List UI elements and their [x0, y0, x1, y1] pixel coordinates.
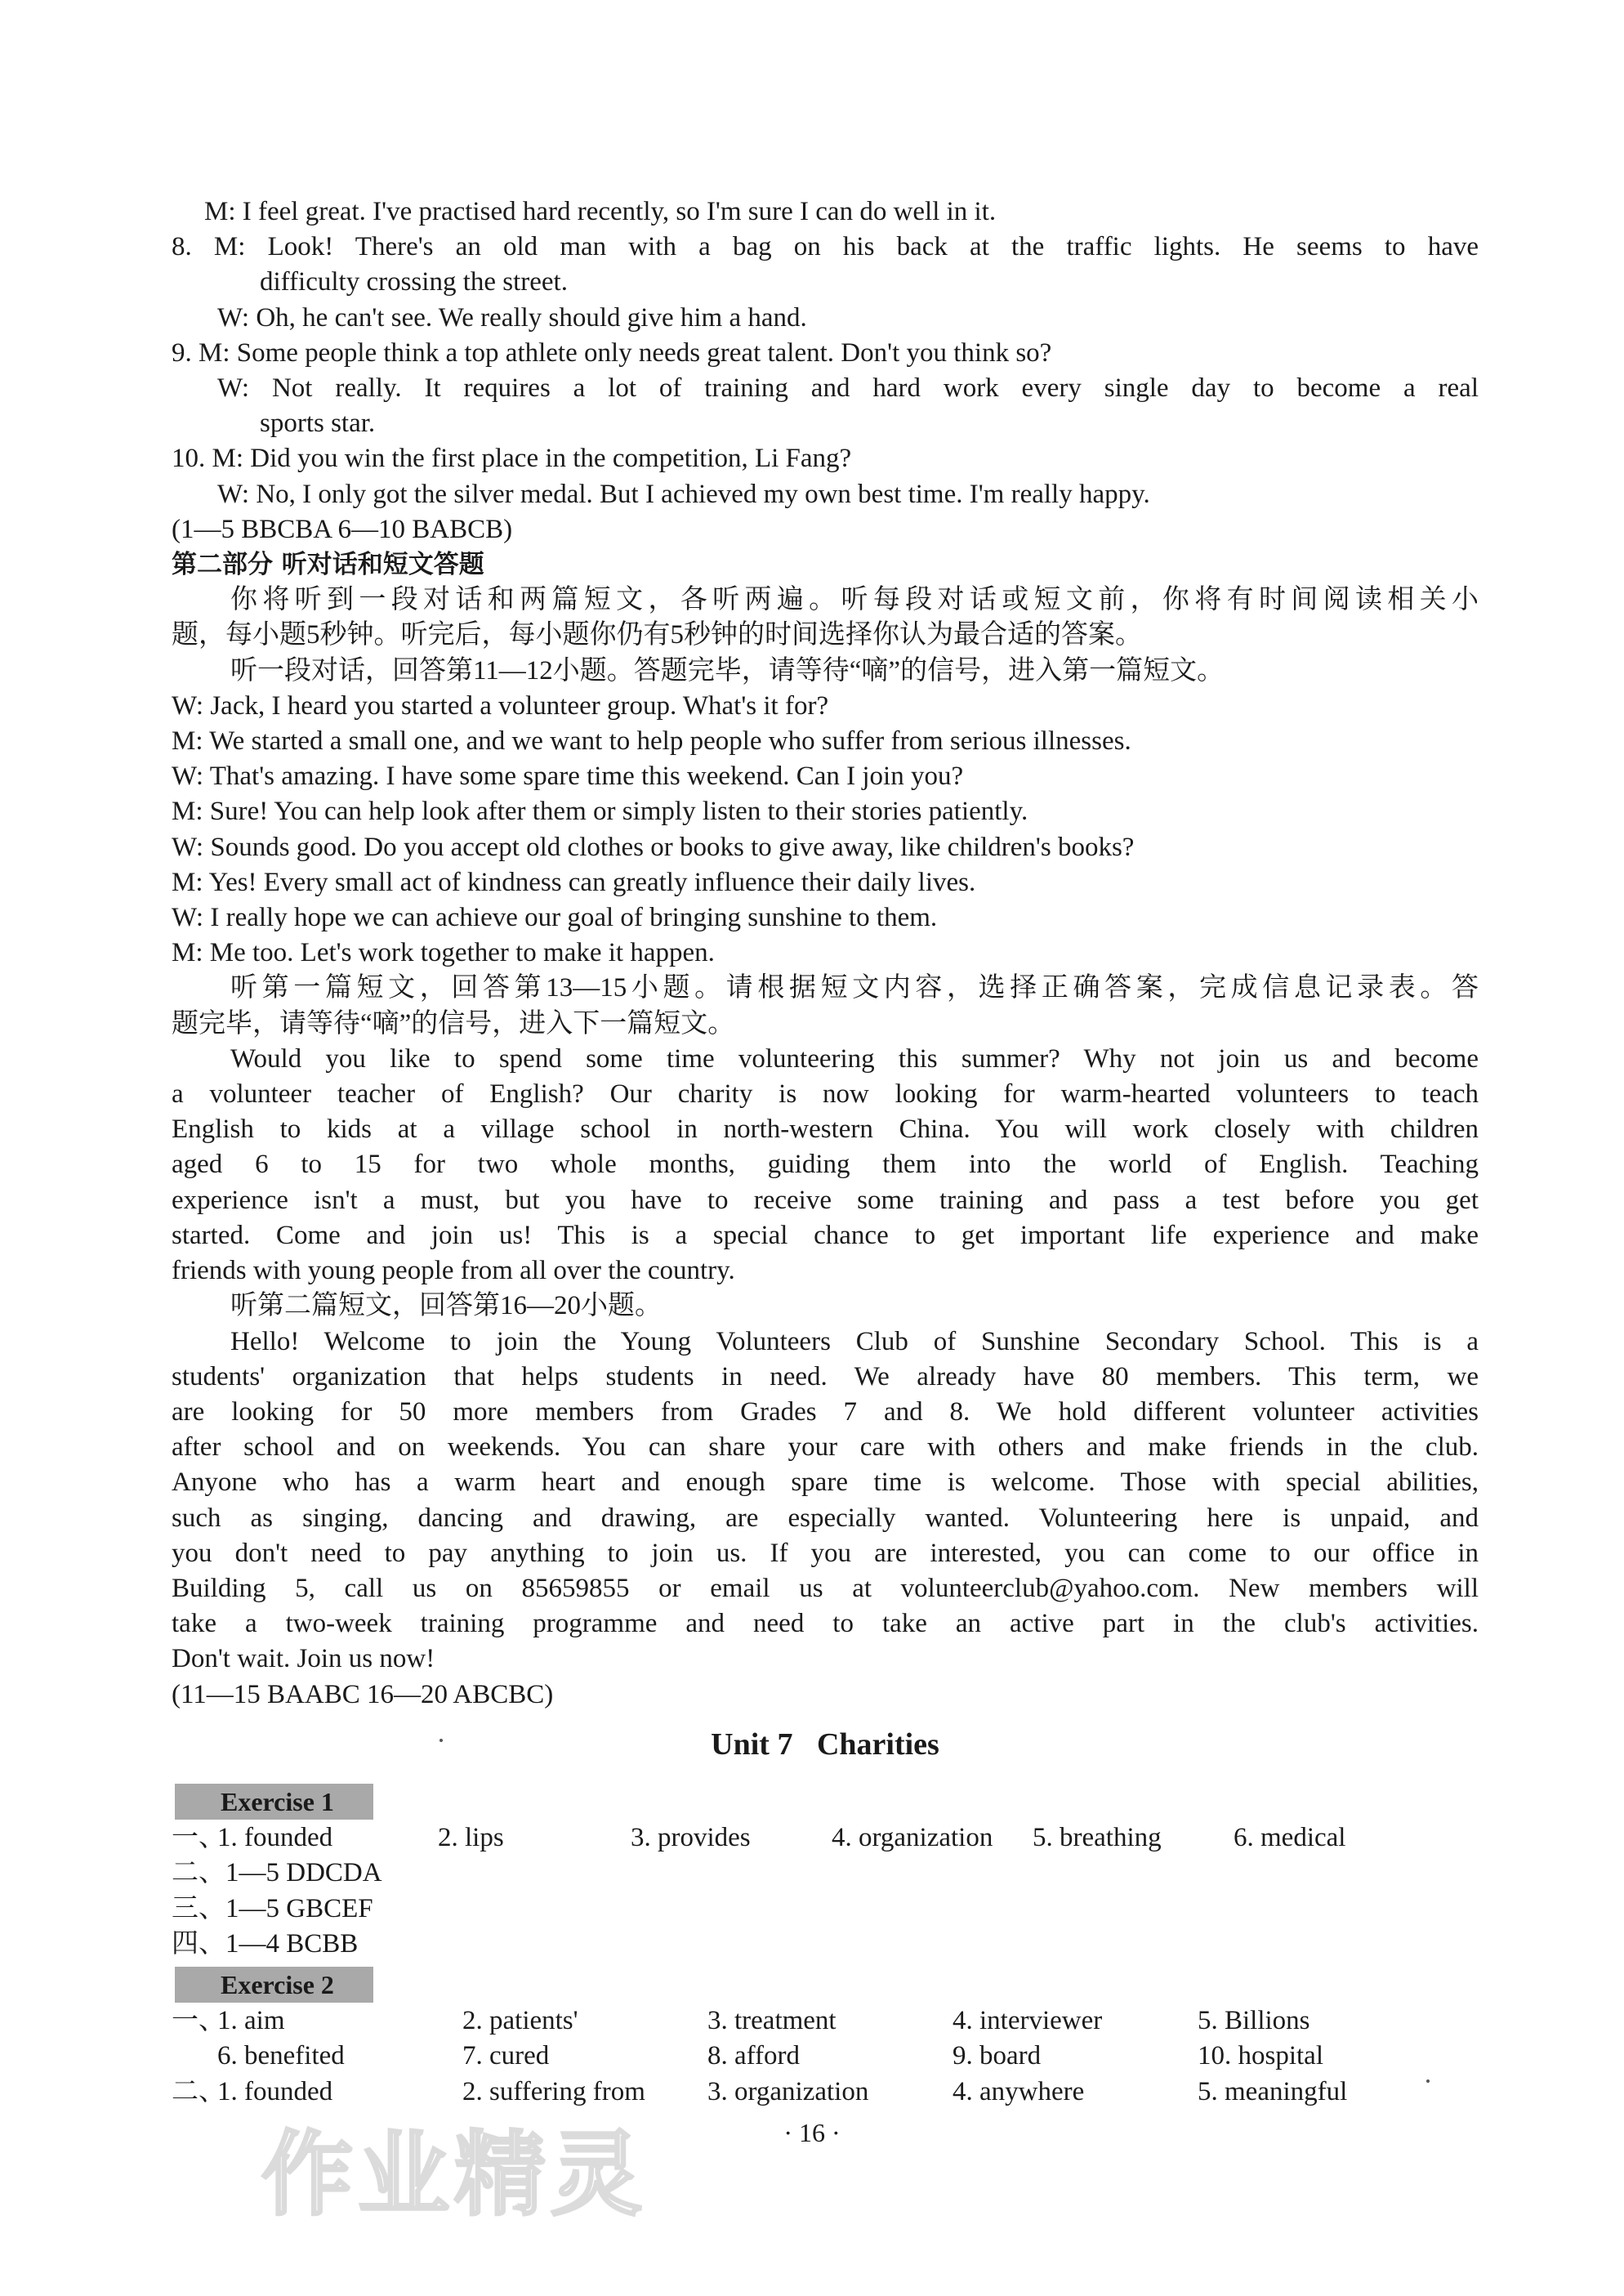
text-line: M: We started a small one, and we want to help people who suffer from serious illnesses. — [172, 726, 1131, 757]
text-line: (1—5 BBCBA 6—10 BABCB) — [172, 514, 513, 544]
answer-item: 6. benefited — [217, 2041, 345, 2071]
text-line: such as singing, dancing and drawing, are especially wanted. Volunteering here is unpaid, and — [172, 1503, 1479, 1533]
answer-item: 7. cured — [462, 2041, 550, 2071]
text-line: 10. M: Did you win the first place in the competition, Li Fang? — [172, 444, 852, 474]
transcript-lines — [172, 194, 1479, 1713]
exercise-2-label: Exercise 2 — [175, 1967, 373, 2003]
answer-item: 4. interviewer — [953, 2006, 1103, 2036]
unit-title — [172, 1727, 1479, 1762]
row-prefix — [172, 2039, 217, 2074]
answer-item: 4. organization — [832, 1823, 993, 1853]
row-prefix: 一、 — [172, 1823, 225, 1853]
answer-item: 5. meaningful — [1198, 2076, 1348, 2106]
answer-item: 1. founded — [217, 2076, 333, 2106]
text-line: Hello! Welcome to join the Young Volunteers Club of Sunshine Secondary School. This is a — [230, 1326, 1479, 1356]
text-line: difficulty crossing the street. — [260, 267, 568, 297]
answer-item: 10. hospital — [1198, 2041, 1323, 2071]
watermark-text: 作业精灵 — [261, 2122, 647, 2228]
answer-item: 5. Billions — [1198, 2006, 1310, 2036]
text-line: W: Jack, I heard you started a volunteer group. What's it for? — [172, 690, 829, 721]
exercise-2-row-1 — [172, 2003, 1479, 2039]
answer-item: 3. provides — [631, 1823, 751, 1853]
text-line: 听一段对话，回答第11—12小题。答题完毕，请等待“嘀”的信号，进入第一篇短文。 — [230, 655, 1225, 686]
text-line: 题完毕，请等待“嘀”的信号，进入下一篇短文。 — [172, 1008, 735, 1039]
exercise-2-section — [172, 1962, 1479, 2110]
exercise-1-label: Exercise 1 — [175, 1784, 373, 1820]
text-line: (11—15 BAABC 16—20 ABCBC) — [172, 1679, 554, 1709]
exercise-1-line: 二、1—5 DDCDA — [172, 1858, 382, 1888]
answer-item: 9. board — [953, 2041, 1042, 2071]
text-line: W: Not really. It requires a lot of training and hard work every single day to become a real — [217, 373, 1479, 404]
answer-item: 1. aim — [217, 2006, 285, 2036]
text-line: 你将听到一段对话和两篇短文，各听两遍。听每段对话或短文前，你将有时间阅读相关小 — [230, 585, 1479, 615]
answer-key-content — [172, 194, 1479, 2110]
text-line: Don't wait. Join us now! — [172, 1644, 435, 1674]
row-prefix: 二、 — [172, 2076, 225, 2106]
answer-item: 2. suffering from — [462, 2076, 645, 2106]
exercise-1-line: 三、1—5 GBCEF — [172, 1893, 373, 1923]
text-line: 听第二篇短文，回答第16—20小题。 — [230, 1291, 662, 1321]
exercise-2-row-2 — [172, 2039, 1479, 2074]
text-line: M: I feel great. I've practised hard recently, so I'm sure I can do well in it. — [204, 197, 997, 226]
print-speck — [1426, 2079, 1430, 2083]
page-number: · 16 · — [783, 2118, 841, 2147]
text-line: a volunteer teacher of English? Our charity is now looking for warm-hearted volunteers to teach — [172, 1079, 1479, 1110]
text-line: friends with young people from all over the country. — [172, 1256, 735, 1286]
text-line: W: Sounds good. Do you accept old clothes or books to give away, like children's books? — [172, 832, 1135, 862]
text-line: Building 5, call us on 85659855 or email us at volunteerclub@yahoo.com. New members will — [172, 1573, 1479, 1603]
text-line: W: I really hope we can achieve our goal of bringing sunshine to them. — [172, 903, 938, 933]
text-line: 听第一篇短文，回答第13—15小题。请根据短文内容，选择正确答案，完成信息记录表。答 — [230, 973, 1479, 1003]
answer-item: 8. afford — [707, 2041, 801, 2071]
text-line: W: That's amazing. I have some spare time this weekend. Can I join you? — [172, 762, 964, 792]
text-line: 8. M: Look! There's an old man with a bag on his back at the traffic lights. He seems to have — [172, 232, 1479, 262]
answer-item: 5. breathing — [1033, 1823, 1162, 1853]
answer-item: 6. medical — [1234, 1823, 1346, 1853]
text-line: aged 6 to 15 for two whole months, guiding them into the world of English. Teaching — [172, 1150, 1479, 1180]
text-line: after school and on weekends. You can share your care with others and make friends in the club. — [172, 1432, 1479, 1463]
text-line: M: Sure! You can help look after them or simply listen to their stories patiently. — [172, 797, 1028, 827]
text-line: started. Come and join us! This is a special chance to get important life experience and make — [172, 1220, 1479, 1250]
exercise-1-section — [172, 1779, 1479, 1962]
answer-item: 2. patients' — [462, 2006, 578, 2036]
row-prefix: 一、 — [172, 2006, 225, 2036]
text-line: you don't need to pay anything to join us. If you are interested, you can come to our office in — [172, 1538, 1479, 1568]
watermark-logo — [253, 2112, 678, 2235]
text-line: are looking for 50 more members from Grades 7 and 8. We hold different volunteer activities — [172, 1396, 1479, 1427]
text-line: M: Yes! Every small act of kindness can greatly influence their daily lives. — [172, 867, 976, 897]
text-line: W: Oh, he can't see. We really should give him a hand. — [217, 302, 807, 333]
print-speck — [439, 1739, 443, 1742]
text-line: experience isn't a must, but you have to receive some training and pass a test before you get — [172, 1185, 1479, 1215]
text-line: W: No, I only got the silver medal. But I achieved my own best time. I'm really happy. — [217, 479, 1150, 509]
section-heading: 第二部分 听对话和短文答题 — [172, 550, 484, 580]
answer-item: 2. lips — [438, 1823, 504, 1853]
exercise-1-row-1 — [172, 1820, 1479, 1856]
text-line: Anyone who has a warm heart and enough spare time is welcome. Those with special abilities, — [172, 1467, 1479, 1498]
answer-item: 3. organization — [707, 2076, 869, 2106]
exercise-1-line: 四、1—4 BCBB — [172, 1928, 359, 1959]
text-line: English to kids at a village school in north-western China. You will work closely with children — [172, 1114, 1479, 1145]
unit-number: Unit 7 — [711, 1726, 793, 1762]
text-line: students' organization that helps students in need. We already have 80 members. This term, we — [172, 1361, 1479, 1391]
text-line: Would you like to spend some time volunteering this summer? Why not join us and become — [230, 1043, 1479, 1074]
answer-item: 1. founded — [217, 1823, 333, 1853]
exercise-2-row-3 — [172, 2075, 1479, 2110]
answer-item: 3. treatment — [707, 2006, 837, 2036]
answer-item: 4. anywhere — [953, 2076, 1085, 2106]
text-line: take a two-week training programme and need to take an active part in the club's activities. — [172, 1609, 1479, 1639]
text-line: 题，每小题5秒钟。听完后，每小题你仍有5秒钟的时间选择你认为最合适的答案。 — [172, 620, 1142, 650]
text-line: 9. M: Some people think a top athlete only needs great talent. Don't you think so? — [172, 337, 1052, 368]
text-line: M: Me too. Let's work together to make it happen. — [172, 938, 715, 968]
text-line: sports star. — [260, 409, 376, 439]
unit-name: Charities — [816, 1726, 939, 1762]
